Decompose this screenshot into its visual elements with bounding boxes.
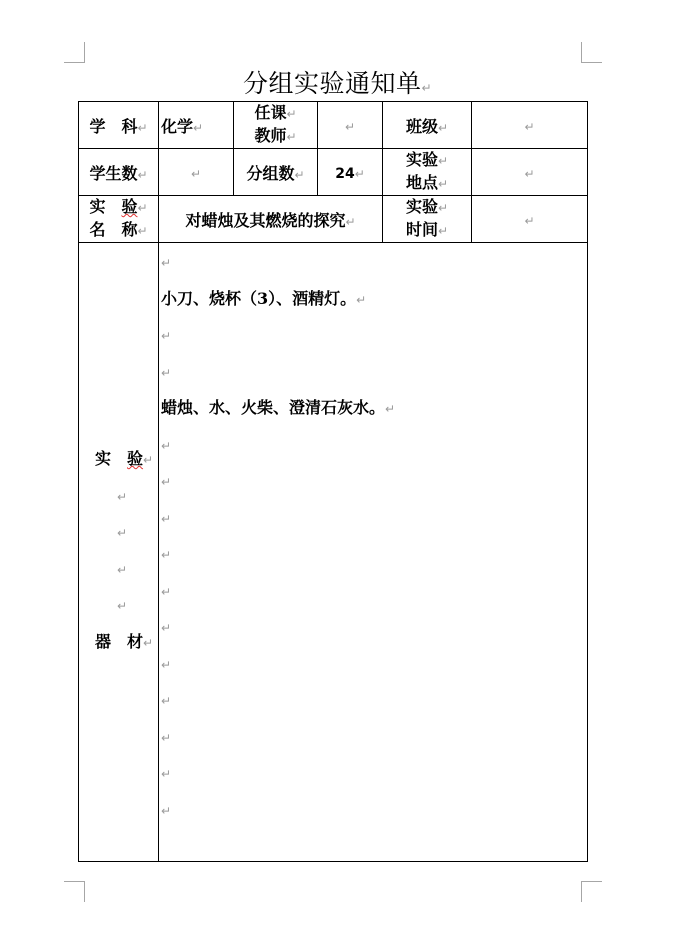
paragraph-mark-icon: ↵ <box>437 154 449 168</box>
materials-label-stack <box>95 448 155 667</box>
materials-list <box>159 243 587 835</box>
paragraph-mark-icon: ↵ <box>286 107 297 121</box>
paragraph-mark-icon: ↵ <box>437 177 449 191</box>
experiment-name-label-cell <box>79 196 159 243</box>
paragraph-mark-icon: ↵ <box>137 120 148 135</box>
students-label-cell <box>79 149 159 196</box>
paragraph-mark-icon: ↵ <box>143 635 154 650</box>
groups-value-cell[interactable] <box>318 149 383 196</box>
experiment-name-value-cell[interactable] <box>159 196 383 243</box>
paragraph-mark-icon: ↵ <box>161 767 172 781</box>
paragraph-mark-icon: ↵ <box>117 526 128 540</box>
table-row <box>79 102 588 149</box>
paragraph-mark-icon: ↵ <box>437 224 449 238</box>
table-row <box>79 196 588 243</box>
paragraph-mark-icon: ↵ <box>286 130 297 144</box>
time-label-line2: 时间 <box>405 220 438 239</box>
experiment-name-value: 对蜡烛及其燃烧的探究 <box>185 210 346 230</box>
students-value-cell[interactable] <box>159 149 234 196</box>
paragraph-mark-icon: ↵ <box>137 224 148 238</box>
paragraph-mark-icon: ↵ <box>161 511 172 526</box>
paragraph-mark-icon: ↵ <box>161 438 172 453</box>
title-text: 分组实验通知单 <box>242 69 422 98</box>
paragraph-mark-icon: ↵ <box>117 562 128 577</box>
paragraph-mark-icon: ↵ <box>385 402 396 416</box>
time-label-line1: 实验 <box>405 197 438 216</box>
class-value-cell[interactable] <box>472 102 588 149</box>
teacher-value-cell[interactable] <box>318 102 383 149</box>
subject-label: 学 科 <box>89 116 138 136</box>
paragraph-mark-icon: ↵ <box>143 453 154 467</box>
paragraph-mark-icon: ↵ <box>161 584 172 599</box>
teacher-label-line2: 教师 <box>254 126 287 145</box>
paragraph-mark-icon: ↵ <box>437 120 449 135</box>
paragraph-mark-icon: ↵ <box>161 803 172 818</box>
document-title[interactable] <box>0 64 675 100</box>
paragraph-mark-icon: ↵ <box>161 475 172 489</box>
materials-line-2: 蜡烛、水、火柴、澄清石灰水。 <box>161 398 386 417</box>
paragraph-mark-icon: ↵ <box>161 694 172 708</box>
table-row <box>79 149 588 196</box>
paragraph-mark-icon: ↵ <box>137 167 148 182</box>
paragraph-mark-icon: ↵ <box>344 119 356 134</box>
class-label: 班级 <box>405 116 438 136</box>
experiment-name-label-line2: 名 称 <box>89 220 138 239</box>
paragraph-mark-icon: ↵ <box>421 81 433 95</box>
paragraph-mark-icon: ↵ <box>193 120 204 135</box>
subject-value: 化学 <box>161 116 194 136</box>
paragraph-mark-icon: ↵ <box>117 599 128 613</box>
location-label-line2: 地点 <box>405 173 438 192</box>
location-label-cell <box>383 149 472 196</box>
experiment-notice-grid <box>78 101 588 862</box>
table-row <box>79 243 588 862</box>
paragraph-mark-icon: ↵ <box>345 214 356 229</box>
materials-value-cell[interactable] <box>159 243 588 862</box>
paragraph-mark-icon: ↵ <box>137 201 148 215</box>
students-label: 学生数 <box>89 163 138 183</box>
materials-label-top-b: 验 <box>127 449 144 468</box>
materials-label-cell <box>79 243 159 862</box>
groups-value: 24 <box>335 165 355 182</box>
teacher-label-line1: 任课 <box>254 103 287 122</box>
materials-line-1: 小刀、烧杯（3）、酒精灯。 <box>161 288 357 308</box>
paragraph-mark-icon: ↵ <box>437 201 449 215</box>
paragraph-mark-icon: ↵ <box>356 292 367 307</box>
time-value-cell[interactable] <box>472 196 588 243</box>
paragraph-mark-icon: ↵ <box>161 548 172 562</box>
subject-label-cell <box>79 102 159 149</box>
teacher-label-cell <box>234 102 318 149</box>
crop-mark-top-right <box>581 42 602 63</box>
paragraph-mark-icon: ↵ <box>161 657 172 672</box>
time-label-cell <box>383 196 472 243</box>
crop-mark-top-left <box>64 42 85 63</box>
crop-mark-bottom-left <box>64 881 85 902</box>
paragraph-mark-icon: ↵ <box>190 166 202 181</box>
experiment-name-label-line1b: 验 <box>121 197 138 216</box>
materials-label-bottom: 器 材 <box>95 631 144 651</box>
groups-label-cell <box>234 149 318 196</box>
paragraph-mark-icon: ↵ <box>161 365 172 380</box>
crop-mark-bottom-right <box>581 881 602 902</box>
paragraph-mark-icon: ↵ <box>354 166 365 181</box>
location-value-cell[interactable] <box>472 149 588 196</box>
paragraph-mark-icon: ↵ <box>161 329 172 343</box>
paragraph-mark-icon: ↵ <box>161 256 172 270</box>
paragraph-mark-icon: ↵ <box>294 167 305 182</box>
paragraph-mark-icon: ↵ <box>117 489 128 504</box>
class-label-cell <box>383 102 472 149</box>
materials-label-top-a: 实 <box>95 449 128 468</box>
paragraph-mark-icon: ↵ <box>524 119 535 134</box>
paragraph-mark-icon: ↵ <box>524 213 535 228</box>
paragraph-mark-icon: ↵ <box>161 621 172 635</box>
groups-label: 分组数 <box>246 163 295 183</box>
location-label-line1: 实验 <box>405 150 438 169</box>
paragraph-mark-icon: ↵ <box>524 166 535 181</box>
subject-value-cell[interactable] <box>159 102 234 149</box>
paragraph-mark-icon: ↵ <box>161 730 172 745</box>
experiment-name-label-line1a: 实 <box>89 197 122 216</box>
